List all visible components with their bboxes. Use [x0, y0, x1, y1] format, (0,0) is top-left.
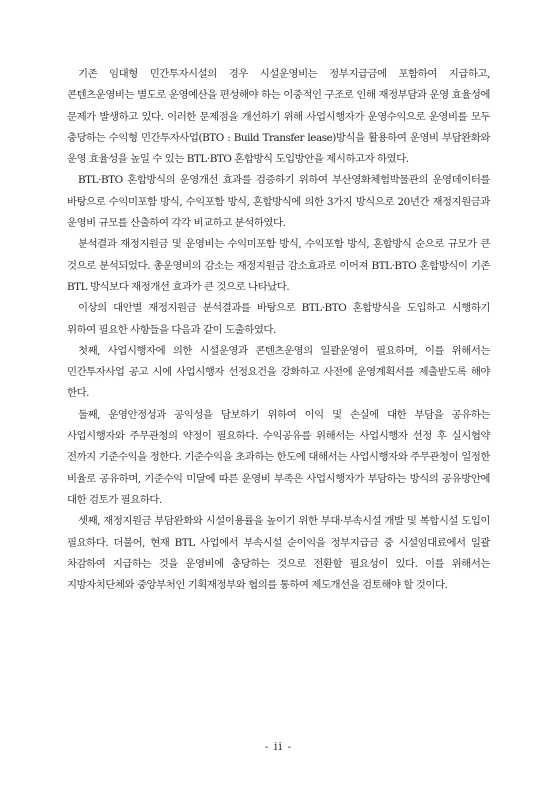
page-number: - ii -: [264, 740, 293, 753]
paragraph-4: 이상의 대안별 재정지원금 분석결과를 바탕으로 BTL·BTO 혼합방식을 도입하고 시행하기 위하여 필요한 사항들을 다음과 같이 도출하였다.: [67, 302, 490, 336]
paragraph-3: 분석결과 재정지원금 및 운영비는 수익미포함 방식, 수익포함 방식, 혼합방식 순으로 규모가 큰 것으로 분석되었다. 총운영비의 감소는 재정지원금 감소효과로 이어져 BTL·BTO 혼합방식이 기존 BTL 방식보다 재정개선 효과가 큰 것으로 나타났다.: [67, 238, 490, 293]
paragraph-6: 둘째, 운영안정성과 공익성을 담보하기 위하여 이익 및 손실에 대한 부담을 공유하는 사업시행자와 주무관청의 약정이 필요하다. 수익공유를 위해서는 사업시행자 선정 후 실시협약 전까지 기준수익을 정한다. 기준수익을 초과하는 한도에 대해서는 사업시행자와 주무관청이 일정한 비율로 공유하며, 기준수익 미달에 따른 운영비 부족은 사업시행자가 부담하는 방식의 공유방안에 대한 검토가 필요하다.: [67, 408, 490, 506]
document-body: [67, 64, 490, 596]
paragraph-7: 셋째, 재정지원금 부담완화와 시설이용률을 높이기 위한 부대·부속시설 개발 및 복합시설 도입이 필요하다. 더불어, 현재 BTL 사업에서 부속시설 순이익을 정부지급금 중 시설임대료에서 일괄 차감하여 지급하는 것을 운영비에 충당하는 것으로 전환할 필요성이 있다. 이를 위해서는 지방자치단체와 중앙부처인 기획재정부와 협의를 통하여 제도개선을 검토해야 할 것이다.: [67, 515, 490, 592]
paragraph-2: BTL·BTO 혼합방식의 운영개선 효과를 검증하기 위하여 부산영화체험박물관의 운영데이터를 바탕으로 수익미포함 방식, 수익포함 방식, 혼합방식에 의한 3가지 방식으로 20년간 재정지원금과 운영비 규모를 산출하여 각각 비교하고 분석하였다.: [67, 174, 490, 230]
paragraph-5: 첫째, 사업시행자에 의한 시설운영과 콘텐츠운영의 일괄운영이 필요하며, 이를 위해서는 민간투자사업 공고 시에 사업시행자 선정요건을 강화하고 사전에 운영계획서를 제출받도록 해야 한다.: [67, 344, 490, 400]
paragraph-1: 기존 임대형 민간투자시설의 경우 시설운영비는 정부지급금에 포함하여 지급하고, 콘텐츠운영비는 별도로 운영예산을 편성해야 하는 이중적인 구조로 인해 재정부담과 운영 효율성에 문제가 발생하고 있다. 이러한 문제점을 개선하기 위해 사업시행자가 운영수익으로 운영비를 모두 충당하는 수익형 민간투자사업(BTO : Build Transfer lease)방식을 활용하여 운영비 부담완화와 운영 효율성을 높일 수 있는 BTL·BTO 혼합방식 도입방안을 제시하고자 하였다.: [67, 68, 490, 166]
